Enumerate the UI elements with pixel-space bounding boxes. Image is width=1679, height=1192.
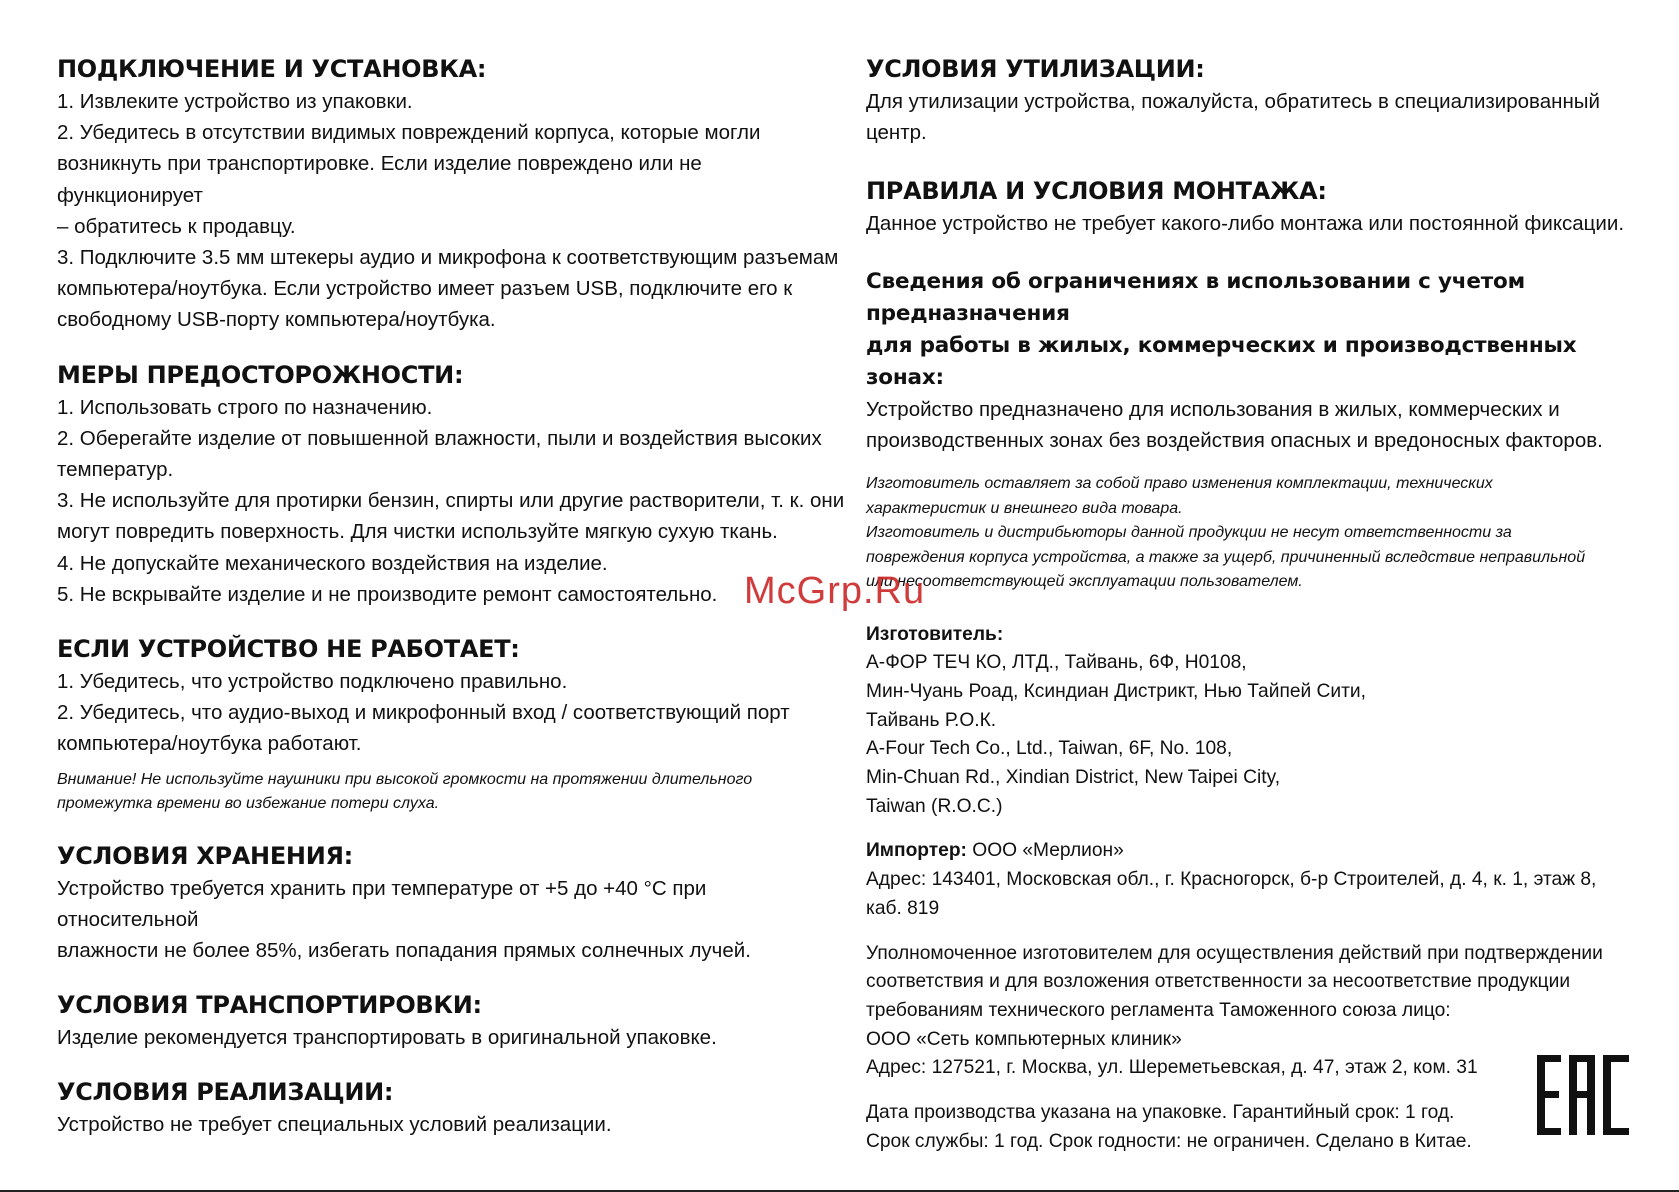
text-line: – обратитесь к продавцу. [57,214,296,238]
manufacturer-label: Изготовитель: [866,623,1004,645]
text-line: центр. [866,121,927,145]
text-line: производственных зонах без воздействия опасных и вредоносных факторов. [866,428,1603,452]
disclaimer-line: Изготовитель и дистрибьюторы данной продукции не несут ответственности за [866,524,1512,542]
section-title: УСЛОВИЯ ХРАНЕНИЯ: [57,841,353,870]
section-transport [57,988,847,1053]
disclaimer-line: повреждения корпуса устройства, а также за ущерб, причиненный вследствие неправильной [866,548,1586,566]
text-line: Тайвань Р.О.К. [866,709,997,731]
text-line: Дата производства указана на упаковке. Гарантийный срок: 1 год. [866,1102,1455,1124]
section-title: МЕРЫ ПРЕДОСТОРОЖНОСТИ: [57,360,464,389]
section-connection [57,52,847,336]
text-line: компьютера/ноутбука. Если устройство имеет разъем USB, подключите его к [57,277,793,301]
eac-mark-icon [1537,1055,1629,1135]
text-line: соответствия и для возложения ответственности за несоответствие продукции [866,971,1571,993]
text-line: каб. 819 [866,897,940,919]
text-line: Устройство не требует специальных условий реализации. [57,1113,612,1137]
text-line: Срок службы: 1 год. Срок годности: не ограничен. Сделано в Китае. [866,1130,1472,1152]
text-line: Адрес: 127521, г. Москва, ул. Шереметьевская, д. 47, этаж 2, ком. 31 [866,1057,1478,1079]
section-title: ЕСЛИ УСТРОЙСТВО НЕ РАБОТАЕТ: [57,635,520,664]
section-sale [57,1075,847,1140]
text-line: 2. Оберегайте изделие от повышенной влажности, пыли и воздействия высоких [57,426,822,450]
watermark: McGrp.Ru [744,570,926,612]
text-line: могут повредить поверхность. Для чистки используйте мягкую сухую ткань. [57,520,778,544]
text-line: Мин-Чуань Роад, Ксиндиан Дистрикт, Нью Тайпей Сити, [866,680,1366,702]
text-line: 1. Извлеките устройство из упаковки. [57,90,413,113]
section-mounting [866,174,1636,239]
section-precautions [57,358,847,610]
text-line: 3. Подключите 3.5 мм штекеры аудио и микрофона к соответствующим разъемам [57,246,839,270]
section-title: УСЛОВИЯ РЕАЛИЗАЦИИ: [57,1078,394,1107]
importer-label: Импортер: [866,840,967,862]
text-line: требованиям технического регламента Таможенного союза лицо: [866,999,1451,1021]
text-line: свободному USB-порту компьютера/ноутбука. [57,308,496,332]
text-line: возникнуть при транспортировке. Если изделие повреждено или не функционирует [57,152,702,207]
importer-block [866,837,1636,923]
section-title: УСЛОВИЯ УТИЛИЗАЦИИ: [866,55,1205,83]
section-title: УСЛОВИЯ ТРАНСПОРТИРОВКИ: [57,991,482,1020]
text-line: Данное устройство не требует какого-либо монтажа или постоянной фиксации. [866,212,1625,236]
section-title: для работы в жилых, коммерческих и производственных зонах: [866,332,1577,390]
disclaimer-line: Изготовитель оставляет за собой право изменения комплектации, технических [866,475,1493,493]
text-line: 2. Убедитесь в отсутствии видимых повреждений корпуса, которые могли [57,121,761,145]
section-title: Сведения об ограничениях в использовании с учетом предназначения [866,268,1525,326]
disclaimer [866,472,1636,595]
disclaimer-line: или несоответствующей эксплуатации пользователем. [866,573,1303,591]
text-line: Устройство предназначено для использования в жилых, коммерческих и [866,397,1560,421]
text-line: Min-Chuan Rd., Xindian District, New Taipei City, [866,767,1281,789]
text-line: A-Four Tech Co., Ltd., Taiwan, 6F, No. 108, [866,738,1233,760]
text-line: 1. Убедитесь, что устройство подключено правильно. [57,670,568,694]
warning-line: промежутка времени во избежание потери слуха. [57,795,440,813]
text-line: компьютера/ноутбука работают. [57,732,362,756]
authorized-block [866,940,1636,1084]
section-not-working [57,632,847,817]
text-line: 4. Не допускайте механического воздействия на изделие. [57,551,608,575]
warning-line: Внимание! Не используйте наушники при высокой громкости на протяжении длительного [57,770,753,788]
section-disposal [866,52,1636,148]
text-line: 1. Использовать строго по назначению. [57,395,433,419]
section-title: ПОДКЛЮЧЕНИЕ И УСТАНОВКА: [57,55,487,83]
text-line: 3. Не используйте для протирки бензин, спирты или другие растворители, т. к. они [57,489,845,513]
section-restrictions [866,266,1636,456]
text-line: ООО «Сеть компьютерных клиник» [866,1028,1182,1050]
disclaimer-line: характеристик и внешнего вида товара. [866,499,1183,517]
text-line: Устройство требуется хранить при температуре от +5 до +40 °С при относительной [57,876,707,931]
importer-name: ООО «Мерлион» [966,840,1124,862]
text-line: Taiwan (R.O.C.) [866,795,1003,817]
text-line: Для утилизации устройства, пожалуйста, обратитесь в специализированный [866,90,1600,113]
text-line: температур. [57,458,174,482]
text-line: Изделие рекомендуется транспортировать в оригинальной упаковке. [57,1026,717,1050]
text-line: 5. Не вскрывайте изделие и не производите ремонт самостоятельно. [57,582,718,606]
right-column [866,52,1636,1156]
left-column [57,52,847,1141]
text-line: 2. Убедитесь, что аудио-выход и микрофонный вход / соответствующий порт [57,701,790,725]
text-line: Адрес: 143401, Московская обл., г. Красногорск, б-р Строителей, д. 4, к. 1, этаж 8, [866,869,1597,891]
dates-block [866,1099,1636,1156]
text-line: А-ФОР ТЕЧ КО, ЛТД., Тайвань, 6Ф, Н0108, [866,652,1247,674]
text-line: влажности не более 85%, избегать попадания прямых солнечных лучей. [57,939,751,963]
section-title: ПРАВИЛА И УСЛОВИЯ МОНТАЖА: [866,177,1327,206]
text-line: Уполномоченное изготовителем для осуществления действий при подтверждении [866,942,1603,964]
manufacturer-block [866,621,1636,822]
section-storage [57,839,847,967]
